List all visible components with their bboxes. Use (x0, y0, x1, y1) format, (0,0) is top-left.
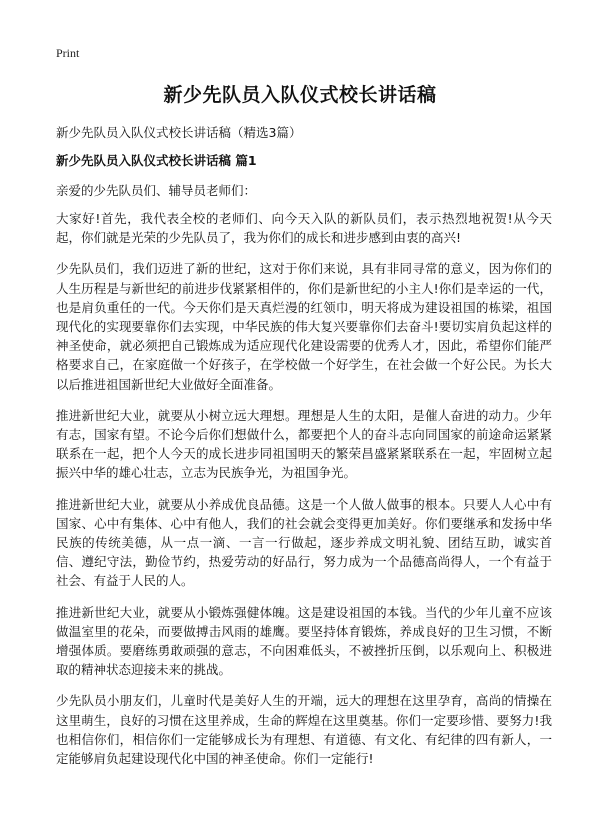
salutation: 亲爱的少先队员们、辅导员老师们： (56, 183, 257, 198)
section-heading: 新少先队员入队仪式校长讲话稿 篇1 (56, 153, 257, 168)
paragraph-5: 推进新世纪大业，就要从小锻炼强健体魄。这是建设祖国的本钱。当代的少年儿童不应该做温室里的花朵，而要做搏击风雨的雄鹰。要坚持体育锻炼，养成良好的卫生习惯，不断增强体质。要磨练勇敢顽强的意志，不向困难低头，不被挫折压倒，以乐观向上、积极进取的精神状态迎接未来的挑战。 (56, 604, 552, 678)
body-text (56, 209, 552, 780)
paragraph-4: 推进新世纪大业，就要从小养成优良品德。这是一个人做人做事的根本。只要人人心中有国家、心中有集体、心中有他人，我们的社会就会变得更加美好。你们要继承和发扬中华民族的传统美德，从一点一滴、一言一行做起，逐步养成文明礼貌、团结互助，诚实首信、遵纪守法，勤俭节约，热爱劳动的好品行，努力成为一个品德高尚得人，一个有益于社会、有益于人民的人。 (56, 496, 552, 589)
paragraph-3: 推进新世纪大业，就要从小树立远大理想。理想是人生的太阳，是催人奋进的动力。少年有志，国家有望。不论今后你们想做什么，都要把个人的奋斗志向同国家的前途命运紧紧联系在一起，把个人今天的成长进步同祖国明天的繁荣昌盛紧紧联系在一起，牢固树立起振兴中华的雄心壮志，立志为民族争光，为祖国争光。 (56, 407, 552, 481)
paragraph-2: 少先队员们，我们迈进了新的世纪，这对于你们来说，具有非同寻常的意义，因为你们的人生历程是与新世纪的前进步伐紧紧相伴的，你们是新世纪的小主人!你们是幸运的一代，也是肩负重任的一代。今天你们是天真烂漫的红领巾，明天将成为建设祖国的栋梁，祖国现代化的实现要靠你们去实现，中华民族的伟大复兴要靠你们去奋斗!要切实肩负起这样的神圣使命，就必须把自己锻炼成为适应现代化建设需要的优秀人才，因此，希望你们能严格要求自己，在家庭做一个好孩子，在学校做一个好学生，在社会做一个好公民。为长大以后推进祖国新世纪大业做好全面准备。 (56, 261, 552, 392)
page-title: 新少先队员入队仪式校长讲话稿 (163, 84, 437, 106)
paragraph-1: 大家好!首先，我代表全校的老师们、向今天入队的新队员们，表示热烈地祝贺!从今天起，你们就是光荣的少先队员了，我为你们的成长和进步感到由衷的高兴! (56, 211, 552, 246)
print-link[interactable]: Print (56, 46, 80, 60)
subtitle: 新少先队员入队仪式校长讲话稿（精选3篇） (56, 125, 302, 140)
paragraph-6: 少先队员小朋友们，儿童时代是美好人生的开端，远大的理想在这里孕育，高尚的情操在这里萌生，良好的习惯在这里养成，生命的辉煌在这里奠基。你们一定要珍惜、要努力!我也相信你们，相信你们一定能够成长为有理想、有道德、有文化、有纪律的四有新人，一定能够肩负起建设现代化中国的神圣使命。你们一定能行! (56, 693, 552, 767)
